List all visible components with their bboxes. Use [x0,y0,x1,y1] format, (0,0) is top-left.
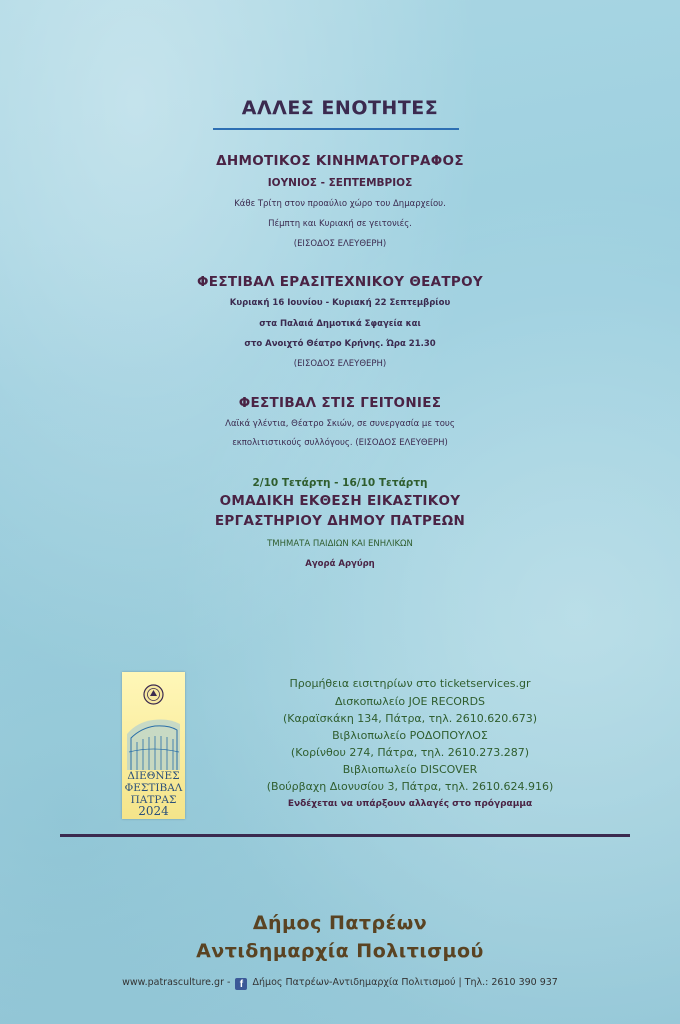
footer-website-link[interactable]: www.patrasculture.gr - [122,977,231,988]
tickets-line2: Δισκοπωλείο JOE RECORDS [334,695,486,708]
title-underline [213,128,459,130]
event-neighborhoods-title: ΦΕΣΤΙΒΑΛ ΣΤΙΣ ΓΕΙΤΟΝΙΕΣ [238,395,442,411]
event-exhibition-dates: 2/10 Τετάρτη - 16/10 Τετάρτη [252,477,428,489]
event-exhibition-venue: Αγορά Αργύρη [305,559,375,569]
tickets-line6: Βιβλιοπωλείο DISCOVER [342,763,478,776]
event-theatre-line2: στα Παλαιά Δημοτικά Σφαγεία και [259,319,421,329]
event-neighborhoods-line2: εκπολιτιστικούς συλλόγους. (ΕΙΣΟΔΟΣ ΕΛΕΥΘΕΡΗ) [232,438,448,448]
tickets-note: Ενδέχεται να υπάρξουν αλλαγές στο πρόγραμμα [287,799,533,809]
badge-line3: ΠΑΤΡΑΣ [130,794,177,806]
event-exhibition-title-line1: ΟΜΑΔΙΚΗ ΕΚΘΕΣΗ ΕΙΚΑΣΤΙΚΟΥ [219,493,461,509]
festival-logo-art [125,712,182,772]
event-exhibition-sections: ΤΜΗΜΑΤΑ ΠΑΙΔΙΩΝ ΚΑΙ ΕΝΗΛΙΚΩΝ [267,539,413,549]
footer-org: Δήμος Πατρέων [252,912,428,934]
event-cinema-line1: Κάθε Τρίτη στον προαύλιο χώρο του Δημαρχείου. [234,199,446,209]
tickets-line3: (Καραϊσκάκη 134, Πάτρα, τηλ. 2610.620.673) [282,712,538,725]
bottom-divider [60,834,630,837]
event-cinema-title: ΔΗΜΟΤΙΚΟΣ ΚΙΝΗΜΑΤΟΓΡΑΦΟΣ [216,153,464,169]
festival-badge [122,672,185,819]
badge-line1: ΔΙΕΘΝΕΣ [127,770,180,782]
event-cinema-line2: Πέμπτη και Κυριακή σε γειτονιές. [268,219,412,229]
event-theatre-title: ΦΕΣΤΙΒΑΛ ΕΡΑΣΙΤΕΧΝΙΚΟΥ ΘΕΑΤΡΟΥ [197,274,483,290]
event-cinema-entry: (ΕΙΣΟΔΟΣ ΕΛΕΥΘΕΡΗ) [293,239,387,249]
tickets-line1: Προμήθεια εισιτηρίων στο ticketservices.gr [289,677,531,690]
tickets-line5: (Κορίνθου 274, Πάτρα, τηλ. 2610.273.287) [290,746,530,759]
facebook-icon[interactable]: f [235,978,247,990]
footer-facebook-text: Δήμος Πατρέων-Αντιδημαρχία Πολιτισμού | Τηλ.: 2610 390 937 [252,977,558,988]
badge-line2: ΦΕΣΤΙΒΑΛ [124,782,183,794]
event-neighborhoods-line1: Λαϊκά γλέντια, Θέατρο Σκιών, σε συνεργασία με τους [225,419,455,429]
tickets-line7: (Βούρβαχη Διονυσίου 3, Πάτρα, τηλ. 2610.624.916) [266,780,554,793]
event-exhibition-title-line2: ΕΡΓΑΣΤΗΡΙΟΥ ΔΗΜΟΥ ΠΑΤΡΕΩΝ [214,513,466,529]
event-theatre-line1: Κυριακή 16 Ιουνίου - Κυριακή 22 Σεπτεμβρίου [229,298,451,308]
city-emblem-icon [143,684,164,705]
event-cinema-period: ΙΟΥΝΙΟΣ - ΣΕΠΤΕΜΒΡΙΟΣ [267,177,413,189]
badge-year: 2024 [138,804,169,818]
footer-contact [0,977,680,990]
section-title: ΑΛΛΕΣ ΕΝΟΤΗΤΕΣ [241,97,439,119]
event-theatre-entry: (ΕΙΣΟΔΟΣ ΕΛΕΥΘΕΡΗ) [293,359,387,369]
tickets-line4: Βιβλιοπωλείο ΡΟΔΟΠΟΥΛΟΣ [332,729,488,742]
event-theatre-line3: στο Ανοιχτό Θέατρο Κρήνης. Ώρα 21.30 [244,339,436,349]
footer-dept: Αντιδημαρχία Πολιτισμού [196,940,484,962]
